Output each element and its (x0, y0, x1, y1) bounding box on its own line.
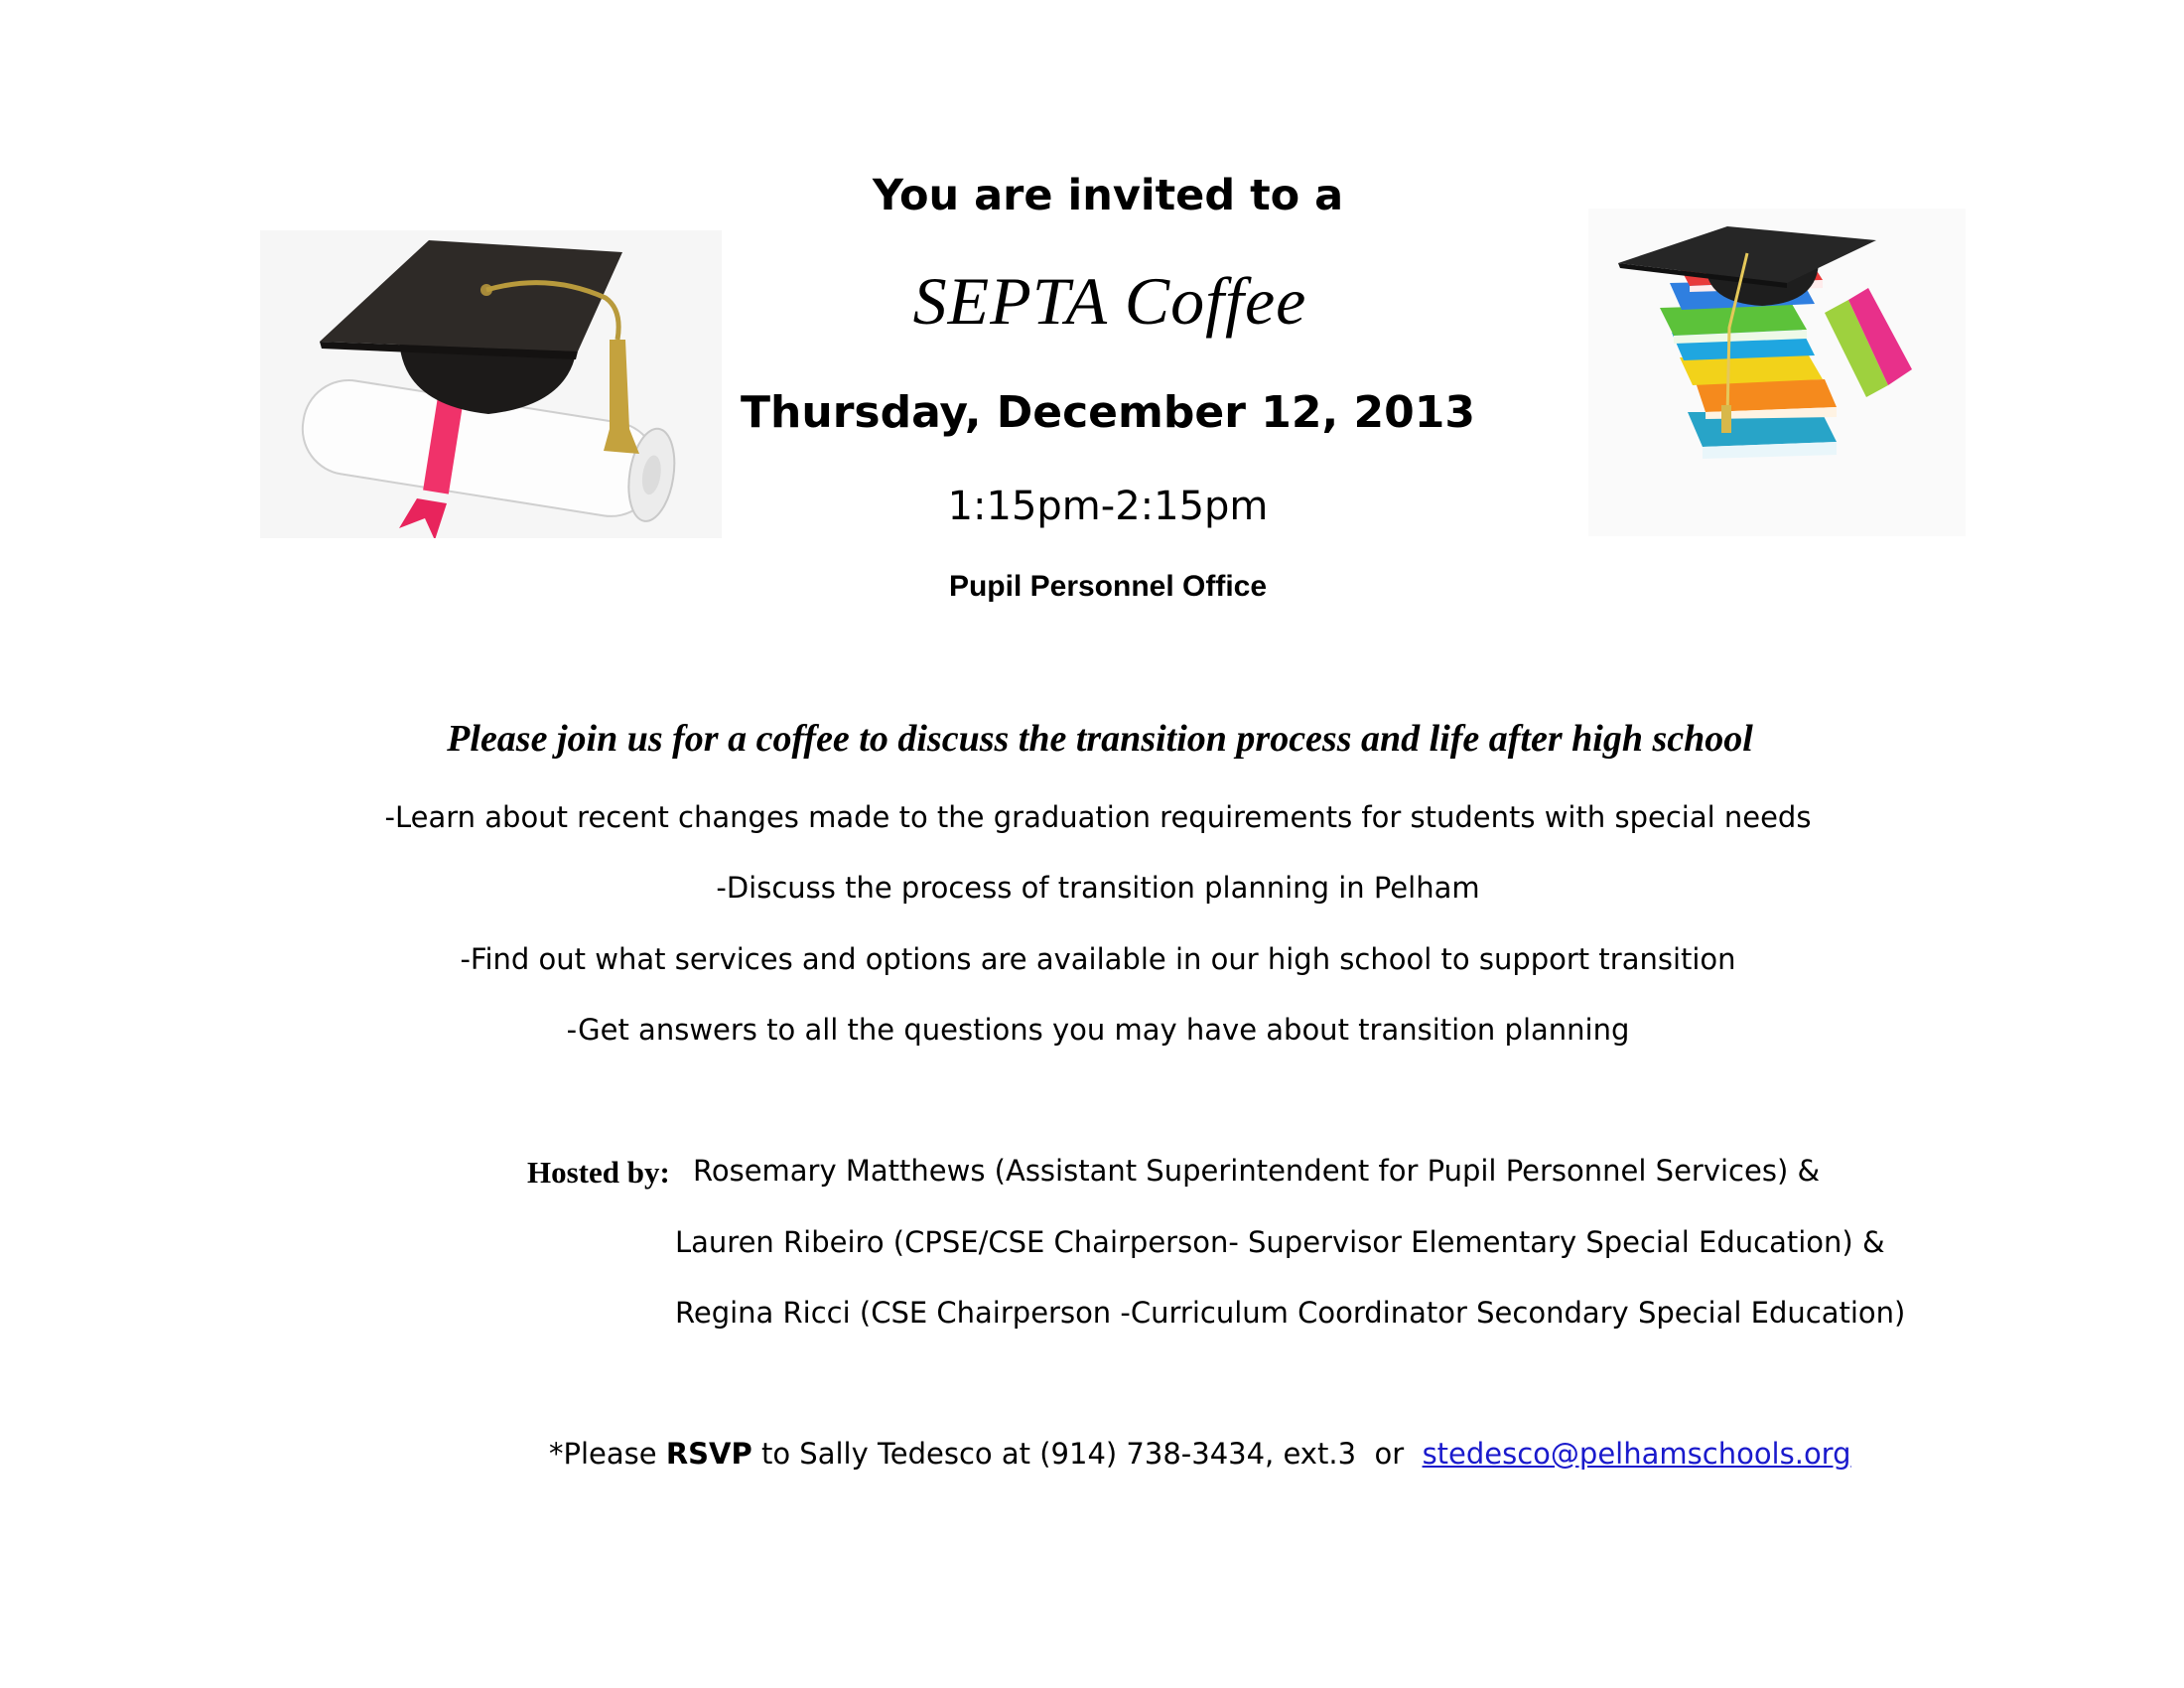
rsvp-prefix: *Please (549, 1437, 666, 1471)
agenda-item: -Learn about recent changes made to the graduation requirements for students with special needs (384, 800, 1812, 834)
host-line: Lauren Ribeiro (CPSE/CSE Chairperson- Supervisor Elementary Special Education) & (675, 1225, 1885, 1259)
invitation-intro: You are invited to a (872, 171, 1344, 220)
rsvp-email-link[interactable]: stedesco@pelhamschools.org (1422, 1437, 1851, 1471)
agenda-item: -Get answers to all the questions you may have about transition planning (566, 1013, 1630, 1047)
event-date: Thursday, December 12, 2013 (741, 387, 1475, 438)
rsvp-line (549, 1437, 1851, 1471)
agenda-item: -Find out what services and options are available in our high school to support transition (460, 942, 1736, 976)
host-line: Rosemary Matthews (Assistant Superintendent for Pupil Personnel Services) & (693, 1154, 1821, 1188)
rsvp-contact: to Sally Tedesco at (914) 738-3434, ext.3 or (751, 1437, 1423, 1471)
host-line: Regina Ricci (CSE Chairperson -Curriculum Coordinator Secondary Special Education) (675, 1296, 1906, 1330)
hosted-by-label: Hosted by: (527, 1155, 670, 1190)
event-location: Pupil Personnel Office (948, 570, 1268, 603)
event-title: SEPTA Coffee (912, 263, 1307, 339)
rsvp-label: RSVP (665, 1437, 752, 1471)
agenda-item: -Discuss the process of transition planning in Pelham (716, 871, 1480, 905)
event-tagline: Please join us for a coffee to discuss the transition process and life after high school (447, 718, 1753, 760)
event-time: 1:15pm-2:15pm (947, 484, 1269, 529)
